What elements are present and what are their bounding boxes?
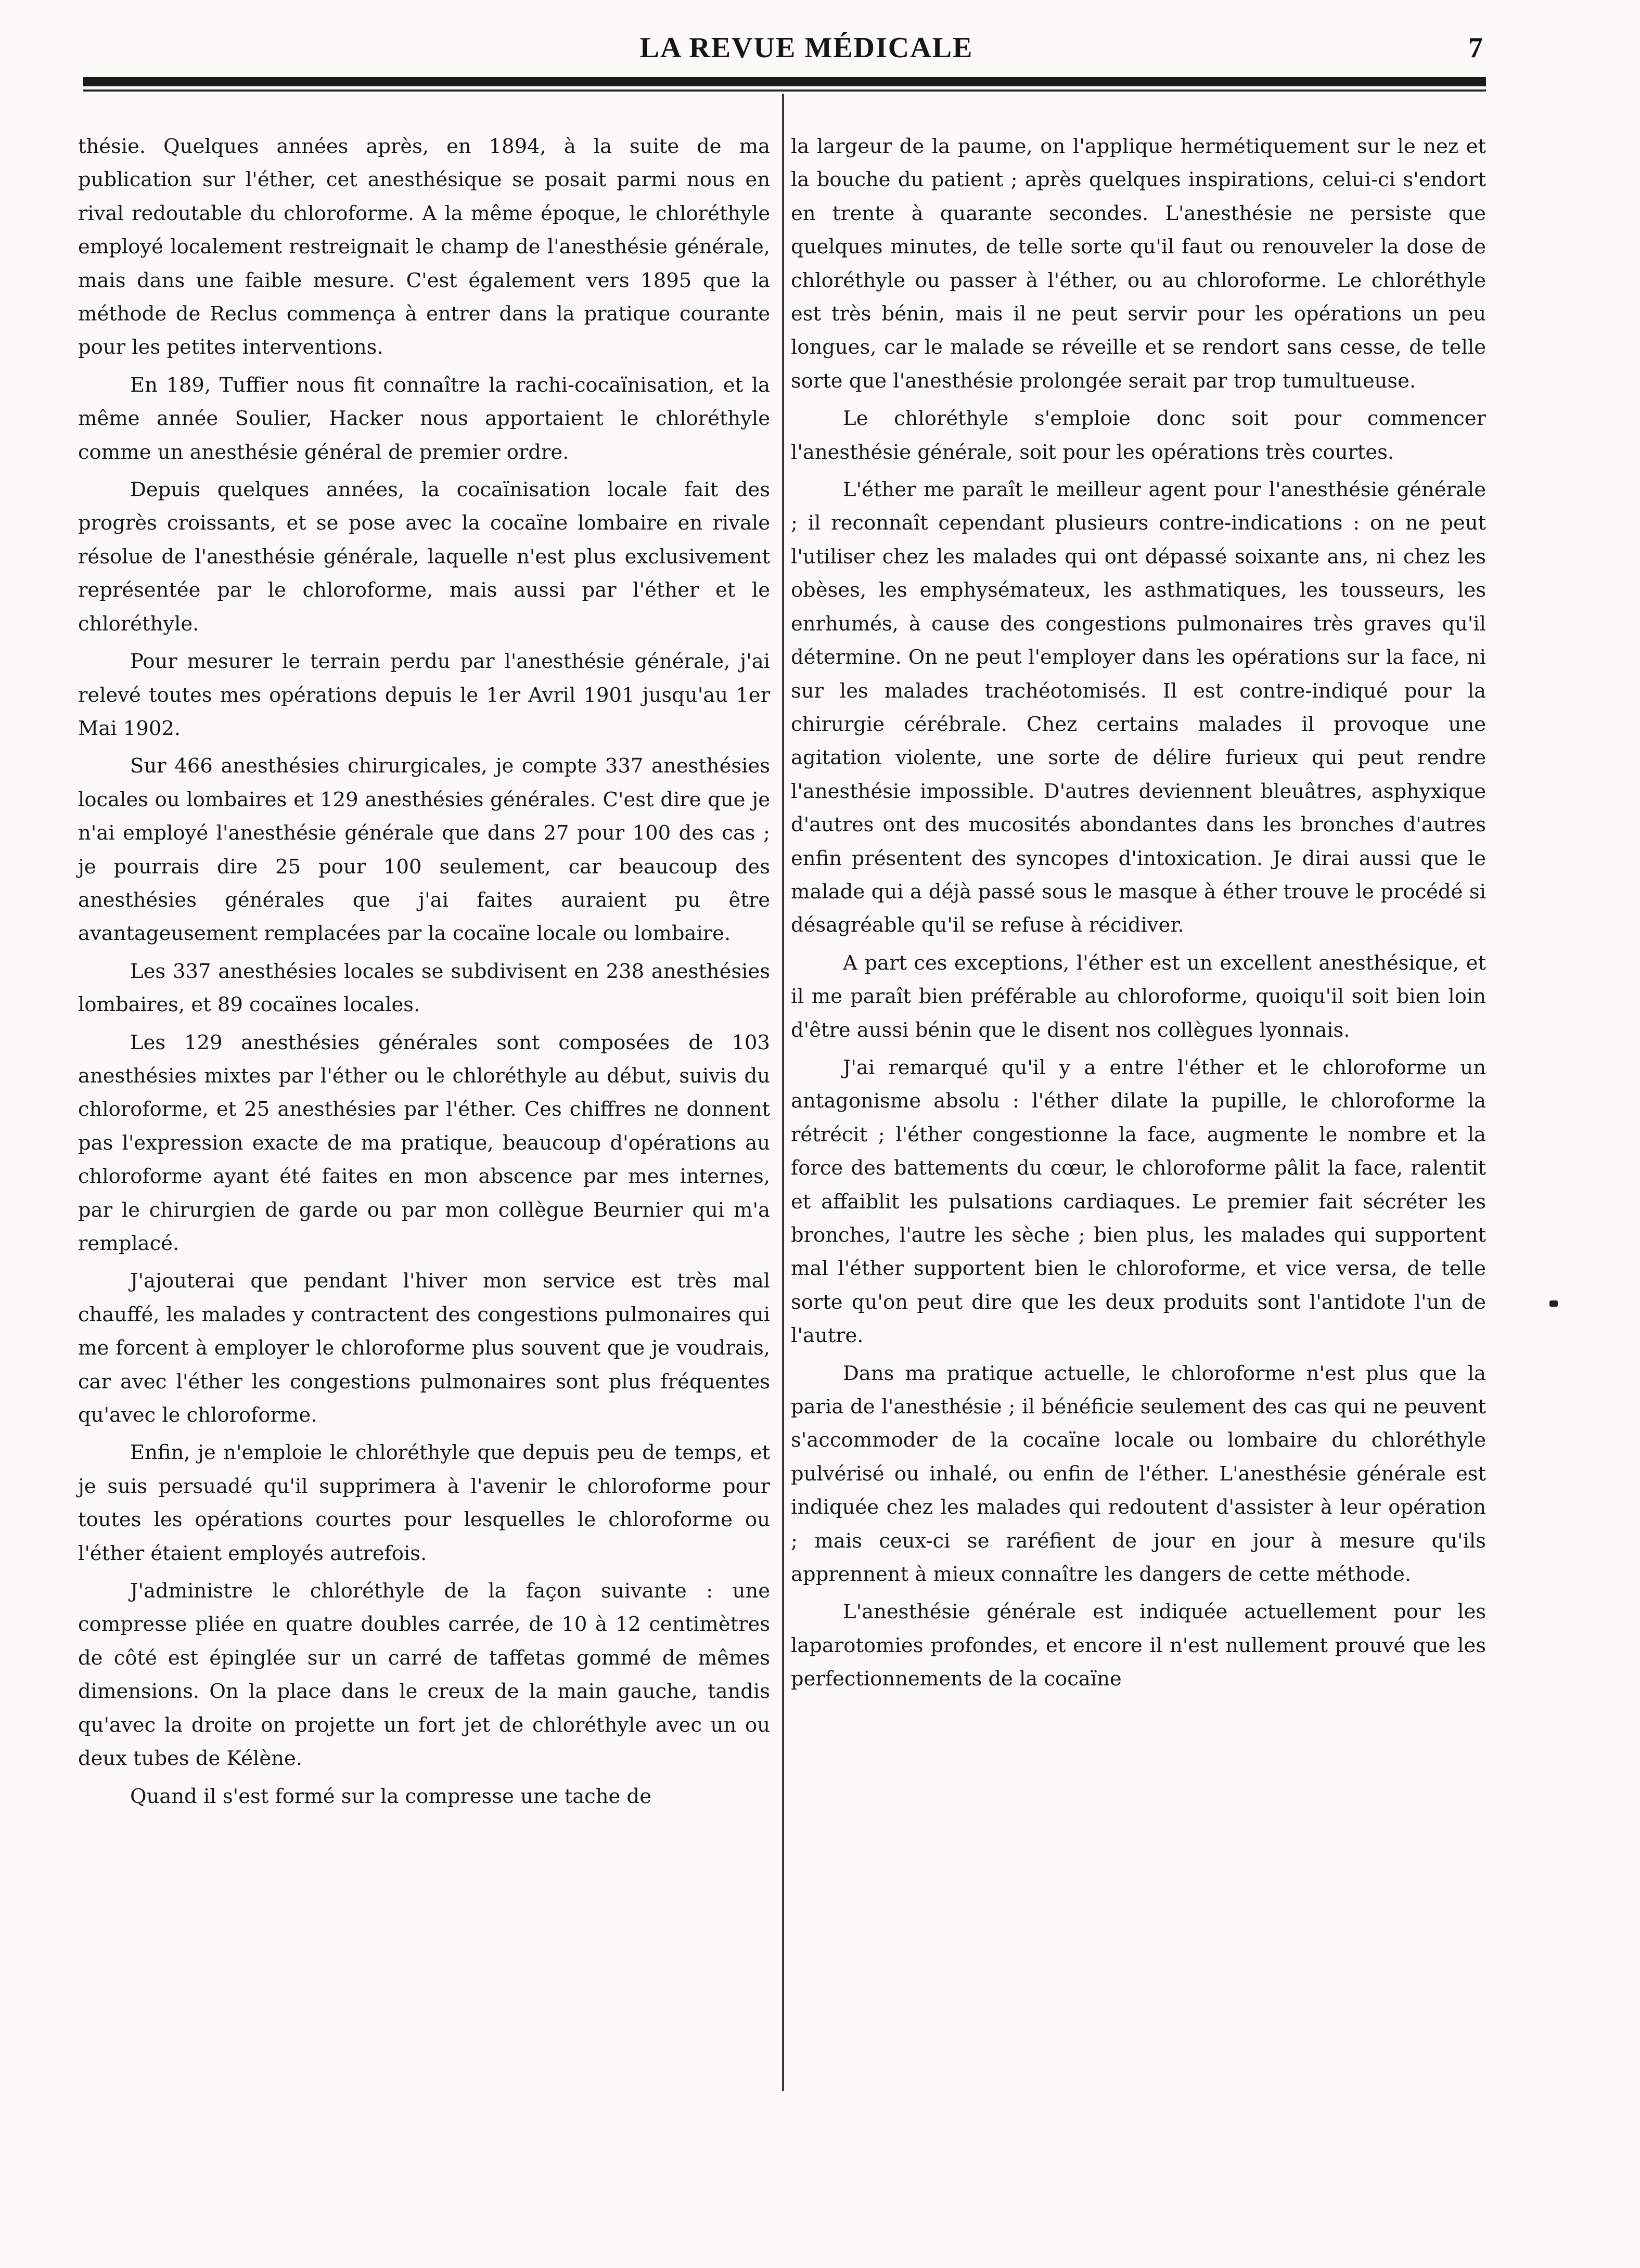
paragraph: Quand il s'est formé sur la compresse une tache de: [130, 1784, 651, 1808]
paragraph: thésie. Quelques années après, en 1894, à la suite de ma publication sur l'éther, cet anesthésique se posait parmi nous en rival redoutable du chloroforme. A la même époque, le chloréthyle employé localement restreignait le champ de l'anesthésie générale, mais dans une faible mesure. C'est également vers 1895 que la méthode de Reclus commença à entrer dans la pratique courante pour les petites interventions.: [78, 135, 770, 359]
paragraph: Le chloréthyle s'emploie donc soit pour commencer l'anesthésie générale, soit pour les opérations très courtes.: [791, 407, 1486, 464]
right-column: [791, 130, 1486, 1700]
paragraph: J'ajouterai que pendant l'hiver mon service est très mal chauffé, les malades y contractent des congestions pulmonaires qui me forcent à employer le chloroforme plus souvent que je voudrais, car avec l'éther les congestions pulmonaires sont plus fréquentes qu'avec le chloroforme.: [78, 1269, 770, 1427]
paragraph: Sur 466 anesthésies chirurgicales, je compte 337 anesthésies locales ou lombaires et 129 anesthésies générales. C'est dire que je n'ai employé l'anesthésie générale que dans 27 pour 100 des cas ; je pourrais dire 25 pour 100 seulement, car beaucoup des anesthésies générales que j'ai faites auraient pu être avantageusement remplacées par la cocaïne locale ou lombaire.: [78, 754, 770, 946]
paragraph: Dans ma pratique actuelle, le chloroforme n'est plus que la paria de l'anesthésie ; il bénéficie seulement des cas qui ne peuvent s'accommoder de la cocaïne locale ou lombaire du chloréthyle pulvérisé ou inhalé, ou enfin de l'éther. L'anesthésie générale est indiquée chez les malades qui redoutent d'assister à leur opération ; mais ceux-ci se raréfient de jour en jour à mesure qu'ils apprennent à mieux connaître les dangers de cette méthode.: [791, 1361, 1486, 1587]
margin-ink-mark: [1549, 1300, 1558, 1307]
journal-title: LA REVUE MÉDICALE: [639, 32, 973, 64]
paragraph: J'ai remarqué qu'il y a entre l'éther et le chloroforme un antagonisme absolu : l'éther dilate la pupille, le chloroforme la rétrécit ; l'éther congestionne la face, augmente le nombre et la force des battements du cœur, le chloroforme pâlit la face, ralentit et affaiblit les pulsations cardiaques. Le premier fait sécréter les bronches, l'autre les sèche ; bien plus, les malades qui supportent mal l'éther supportent bien le chloroforme, et vice versa, de telle sorte qu'on peut dire que les deux produits sont l'antidote l'un de l'autre.: [791, 1055, 1486, 1348]
header-rule-thick: [83, 77, 1486, 86]
paragraph: Depuis quelques années, la cocaïnisation locale fait des progrès croissants, et se pose avec la cocaïne lombaire en rivale résolue de l'anesthésie générale, laquelle n'est plus exclusivement représentée par le chloroforme, mais aussi par l'éther et le chloréthyle.: [78, 478, 770, 636]
paragraph: Pour mesurer le terrain perdu par l'anesthésie générale, j'ai relevé toutes mes opérations depuis le 1er Avril 1901 jusqu'au 1er Mai 1902.: [78, 650, 770, 740]
header-rule-thin: [83, 89, 1486, 92]
page-number: 7: [1468, 32, 1483, 64]
paragraph: Enfin, je n'emploie le chloréthyle que depuis peu de temps, et je suis persuadé qu'il supprimera à l'avenir le chloroforme pour toutes les opérations courtes pour lesquelles le chloroforme ou l'éther étaient employés autrefois.: [78, 1441, 770, 1565]
left-column: [78, 130, 770, 1818]
paragraph: En 189, Tuffier nous fit connaître la rachi-cocaïnisation, et la même année Soulier, Hacker nous apportaient le chloréthyle comme un anesthésie général de premier ordre.: [78, 373, 770, 464]
paragraph: la largeur de la paume, on l'applique hermétiquement sur le nez et la bouche du patient ; après quelques inspirations, celui-ci s'endort en trente à quarante secondes. L'anesthésie ne persiste que quelques minutes, de telle sorte qu'il faut ou renouveler la dose de chloréthyle ou passer à l'éther, ou au chloroforme. Le chloréthyle est très bénin, mais il ne peut servir pour les opérations un peu longues, car le malade se réveille et se rendort sans cesse, de telle sorte que l'anesthésie prolongée serait par trop tumultueuse.: [791, 135, 1486, 393]
page-header: [78, 27, 1483, 69]
paragraph: L'anesthésie générale est indiquée actuellement pour les laparotomies profondes, et encore il n'est nullement prouvé que les perfectionnements de la cocaïne: [791, 1600, 1486, 1691]
paragraph: A part ces exceptions, l'éther est un excellent anesthésique, et il me paraît bien préférable au chloroforme, quoiqu'il soit bien loin d'être aussi bénin que le disent nos collègues lyonnais.: [791, 951, 1486, 1042]
paragraph: Les 129 anesthésies générales sont composées de 103 anesthésies mixtes par l'éther ou le chloréthyle au début, suivis du chloroforme, et 25 anesthésies par l'éther. Ces chiffres ne donnent pas l'expression exacte de ma pratique, beaucoup d'opérations au chloroforme ayant été faites en mon abscence par mes internes, par le chirurgien de garde ou par mon collègue Beurnier qui m'a remplacé.: [78, 1030, 770, 1255]
paragraph: Les 337 anesthésies locales se subdivisent en 238 anesthésies lombaires, et 89 cocaïnes locales.: [78, 959, 770, 1017]
column-divider: [782, 94, 784, 2091]
paragraph: L'éther me paraît le meilleur agent pour l'anesthésie générale ; il reconnaît cependant plusieurs contre-indications : on ne peut l'utiliser chez les malades qui ont dépassé soixante ans, ni chez les obèses, les emphysémateux, les asthmatiques, les tousseurs, les enrhumés, à cause des congestions pulmonaires très graves qu'il détermine. On ne peut l'employer dans les opérations sur la face, ni sur les malades trachéotomisés. Il est contre-indiqué pour la chirurgie cérébrale. Chez certains malades il provoque une agitation violente, une sorte de délire furieux qui peut rendre l'anesthésie impossible. D'autres deviennent bleuâtres, asphyxique d'autres ont des mucosités abondantes dans les bronches d'autres enfin présentent des syncopes d'intoxication. Je dirai aussi que le malade qui a déjà passé sous le masque à éther trouve le procédé si désagréable qu'il se refuse à récidiver.: [791, 478, 1486, 937]
paragraph: J'administre le chloréthyle de la façon suivante : une compresse pliée en quatre doubles carrée, de 10 à 12 centimètres de côté est épinglée sur un carré de taffetas gommé de mêmes dimensions. On la place dans le creux de la main gauche, tandis qu'avec la droite on projette un fort jet de chloréthyle avec un ou deux tubes de Kélène.: [78, 1579, 770, 1771]
